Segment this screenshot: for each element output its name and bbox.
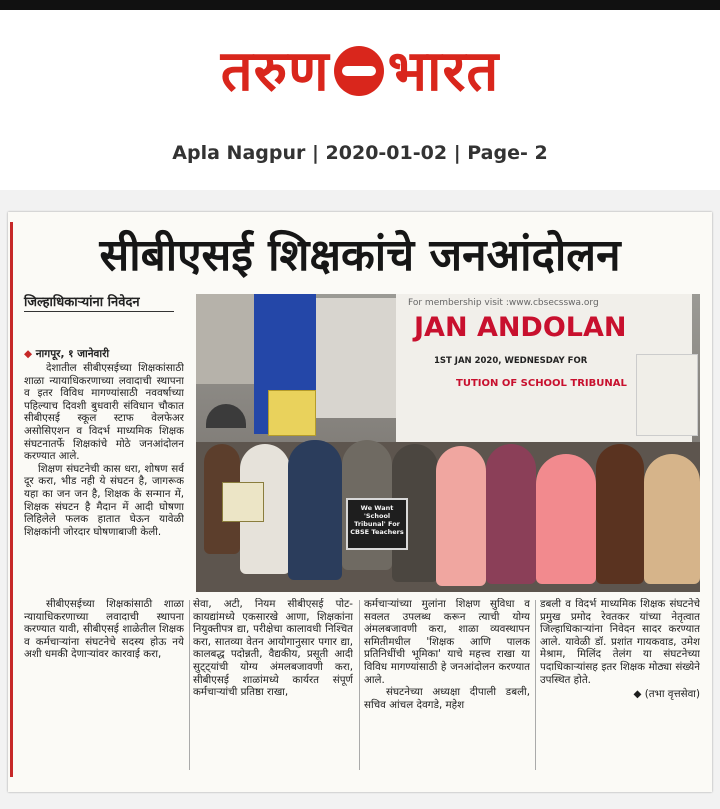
column-divider	[359, 600, 360, 770]
credit-diamond-icon: ◆	[633, 688, 645, 701]
article-column-3	[364, 598, 530, 772]
banner-subtitle: TUTION OF SCHOOL TRIBUNAL	[456, 378, 627, 389]
banner-url: For membership visit :www.cbsecsswa.org	[408, 298, 599, 308]
newspaper-logo	[0, 39, 720, 104]
article-column-1-upper	[24, 362, 184, 598]
credit-text: (तभा वृत्तसेवा)	[644, 688, 700, 701]
column-4-text: डबली व विदर्भ माध्यमिक शिक्षक संघटनेचे प्रमुख प्रमोद रेवतकर यांच्या नेतृत्वात जिल्हाधिकाऱ्यांना निवेदन सादर करण्यात आले. यावेळी डॉ. प्रशांत गायकवाड, उमेश मेश्राम, मिलिंद तेलंग या संघटनेच्या पदाधिकाऱ्यांसह इतर शिक्षक मोठ्या संख्येने उपस्थित होते.	[540, 598, 700, 686]
paragraph-1: देशातील सीबीएसईच्या शिक्षकांसाठी शाळा न्यायाधिकरणाच्या लवादाची स्थापना व इतर विविध मागण्यांसाठी नववर्षाच्या पहिल्याच दिवशी बुधवारी संविधान चौकात सीबीएसई स्कूल स्टाफ वेलफेअर असोसिएशन व विदर्भ माध्यमिक शिक्षक संघटनातर्फे शिक्षकांचे मोठे जनआंदोलन करण्यात आले.	[24, 362, 184, 463]
top-dark-strip	[0, 0, 720, 10]
article-dateline	[24, 347, 180, 361]
article-column-2	[193, 598, 353, 772]
logo-word-right: भारत	[387, 39, 500, 104]
banner-title: JAN ANDOLAN	[414, 312, 627, 343]
column-2-text: सेवा, अटी, नियम सीबीएसई पोट-कायद्यांमध्ये एकसारखे आणा, शिक्षकांना नियुक्तीपत्र द्या, परीक्षेचा कालावधी निश्चित करा, सातव्या वेतन आयोगानुसार पगार द्या, कालबद्ध पदोन्नती, वैद्यकीय, प्रसूती आदी सुट्ट्यांची योग्य अंमलबजावणी करा, सीबीएसई शाळांमध्ये कार्यरत संपूर्ण कर्मचाऱ्यांची प्रतिष्ठा राखा,	[193, 598, 353, 699]
bullet-diamond-icon: ◆	[24, 348, 36, 360]
article-credit	[540, 688, 700, 701]
edition-line: Apla Nagpur | 2020-01-02 | Page- 2	[172, 142, 548, 164]
article-column-4	[540, 598, 700, 772]
banner-date: 1ST JAN 2020, WEDNESDAY FOR	[434, 356, 588, 366]
article-column-1-lower	[24, 598, 184, 772]
column-3-text-b: संघटनेच्या अध्यक्षा दीपाली डबली, सचिव आंचल देवगडे, महेश	[364, 686, 530, 711]
dateline-text: नागपूर, १ जानेवारी	[35, 348, 110, 360]
article-kicker: जिल्हाधिकाऱ्यांना निवेदन	[24, 294, 174, 312]
column-3-text-a: कर्मचाऱ्यांच्या मुलांना शिक्षण सुविधा व सवलत उपलब्ध करून त्याची योग्य अंमलबजावणी करा, शाळा व्यवस्थापन समितीमधील 'शिक्षक आणि पालक प्रतिनिधींची भूमिका' याचे महत्त्व राखा या विविध मागण्यांसाठी हे जनआंदोलन करण्यात आले.	[364, 598, 530, 686]
protest-placard: We Want 'School Tribunal' For CBSE Teachers	[350, 504, 404, 536]
article-headline: सीबीएसई शिक्षकांचे जनआंदोलन	[99, 230, 621, 281]
column-divider	[535, 600, 536, 770]
paragraph-2: शिक्षण संघटनेची कास धरा, शोषण सर्व दूर करा, भीड नही ये संघटन है, जागरूक यहा का जन जन है, शिक्षक के सन्मान में, शिक्षक संघटन है मैदान में आदी घोषणा लिहिलेले फलक हातात घेऊन यावेळी शिक्षकांनी जोरदार घोषणाबाजी केली.	[24, 462, 184, 538]
paragraph-3: सीबीएसईच्या शिक्षकांसाठी शाळा न्यायाधिकरणाच्या लवादाची स्थापना करण्यात यावी, सीबीएसई शाळेतील शिक्षक व कर्मचाऱ्यांना संघटनेचे सदस्य होऊ नये अशी धमकी देणाऱ्यांवर कारवाई करा,	[24, 598, 184, 661]
lotus-emblem-icon	[334, 46, 384, 96]
left-accent-rule	[10, 222, 13, 777]
column-divider	[189, 600, 190, 770]
logo-word-left: तरुण	[220, 39, 330, 104]
masthead	[0, 10, 720, 190]
protest-photo	[196, 294, 700, 592]
